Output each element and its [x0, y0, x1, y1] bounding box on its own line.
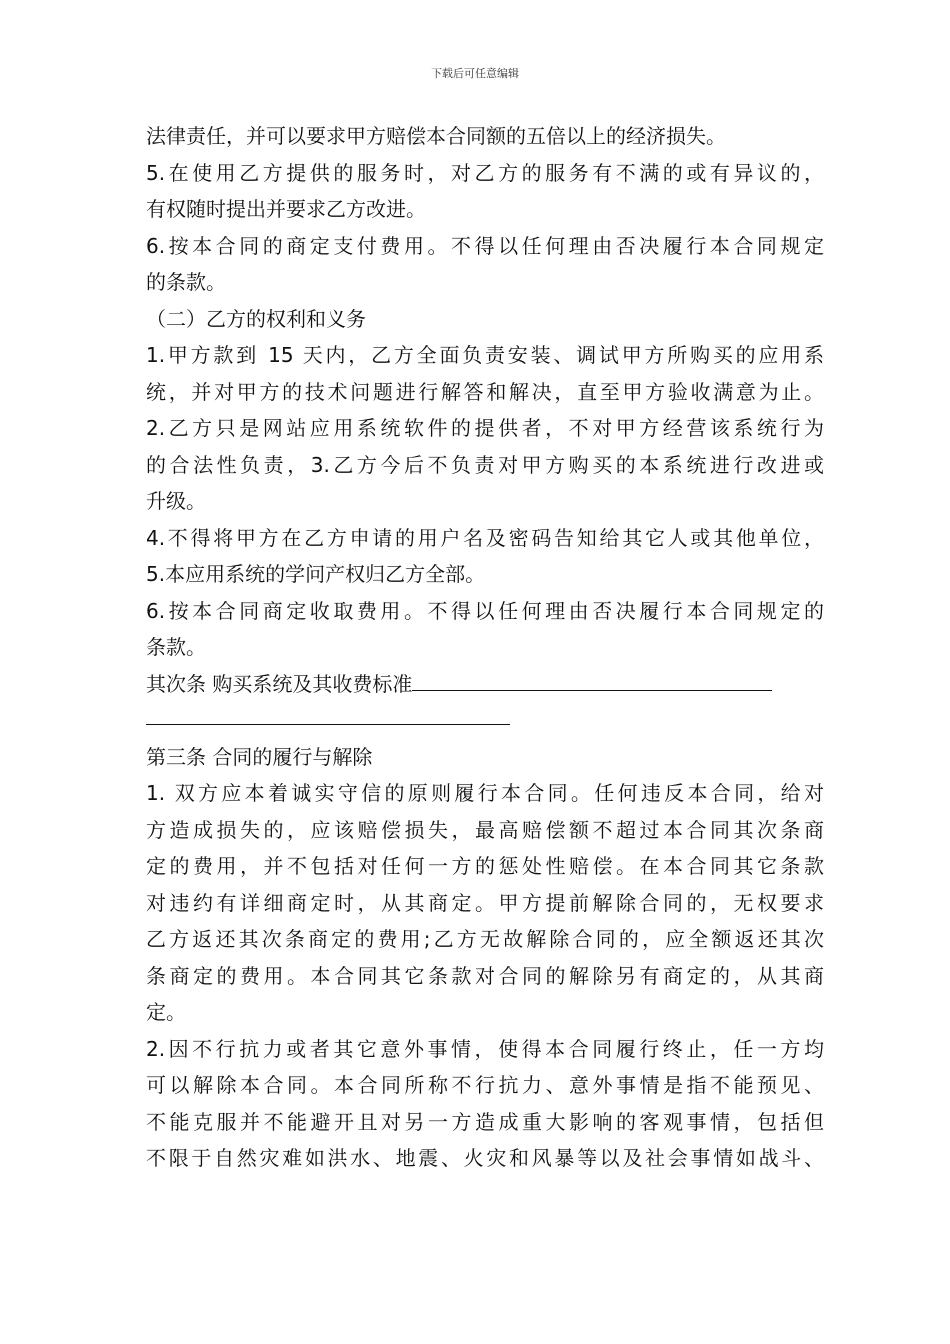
text-line: 有权随时提出并要求乙方改进。 — [146, 197, 426, 221]
document-body — [146, 118, 824, 1177]
text-line: 5.在使用乙方提供的服务时，对乙方的服务有不满的或有异议的， — [146, 160, 824, 185]
page-header: 下载后可任意编辑 — [431, 67, 519, 80]
text-line: 可以解除本合同。本合同所称不行抗力、意外事情是指不能预见、 — [146, 1073, 824, 1097]
text-line: 不能克服并不能避开且对另一方造成重大影响的客观事情，包括但 — [146, 1109, 824, 1134]
text-line: 的合法性负责，3.乙方今后不负责对甲方购买的本系统进行改进或 — [146, 452, 824, 477]
text-line: 条商定的费用。本合同其它条款对合同的解除另有商定的，从其商 — [146, 963, 824, 988]
text-line: 2.因不行抗力或者其它意外事情，使得本合同履行终止，任一方均 — [146, 1036, 824, 1061]
text-line: 条款。 — [146, 635, 206, 659]
text-line: 升级。 — [146, 489, 206, 513]
text-line: 对违约有详细商定时，从其商定。甲方提前解除合同的，无权要求 — [146, 890, 824, 915]
text-line: 定。 — [146, 1000, 186, 1024]
text-line: 6.按本合同的商定支付费用。不得以任何理由否决履行本合同规定 — [146, 233, 824, 258]
text-line: 法律责任，并可以要求甲方赔偿本合同额的五倍以上的经济损失。 — [146, 124, 726, 148]
text-line: 方造成损失的，应该赔偿损失，最高赔偿额不超过本合同其次条商 — [146, 817, 824, 842]
text-line: 乙方返还其次条商定的费用;乙方无故解除合同的，应全额返还其次 — [146, 927, 824, 951]
fill-in-blank — [412, 670, 772, 691]
fill-in-blank-line — [146, 702, 824, 739]
text-line: 的条款。 — [146, 270, 226, 294]
blank-rule — [146, 724, 510, 725]
text-line: 1. 双方应本着诚实守信的原则履行本合同。任何违反本合同，给对 — [146, 781, 824, 805]
article-heading-text: 其次条 购买系统及其收费标准 — [146, 671, 413, 696]
text-line: 2.乙方只是网站应用系统软件的提供者，不对甲方经营该系统行为 — [146, 416, 824, 440]
article-heading-with-blank — [146, 666, 824, 703]
section-heading: （二）乙方的权利和义务 — [146, 306, 366, 331]
text-line: 1.甲方款到 15 天内，乙方全面负责安装、调试甲方所购买的应用系 — [146, 343, 824, 367]
article-heading: 第三条 合同的履行与解除 — [146, 744, 373, 769]
text-line: 不限于自然灾难如洪水、地震、火灾和风暴等以及社会事情如战斗、 — [146, 1146, 824, 1170]
text-line: 定的费用，并不包括对任何一方的惩处性赔偿。在本合同其它条款 — [146, 854, 824, 878]
text-line: 统，并对甲方的技术问题进行解答和解决，直至甲方验收满意为止。 — [146, 379, 824, 404]
text-line: 5.本应用系统的学问产权归乙方全部。 — [146, 562, 486, 586]
text-line: 4.不得将甲方在乙方申请的用户名及密码告知给其它人或其他单位， — [146, 525, 824, 550]
text-line: 6.按本合同商定收取费用。不得以任何理由否决履行本合同规定的 — [146, 598, 824, 623]
